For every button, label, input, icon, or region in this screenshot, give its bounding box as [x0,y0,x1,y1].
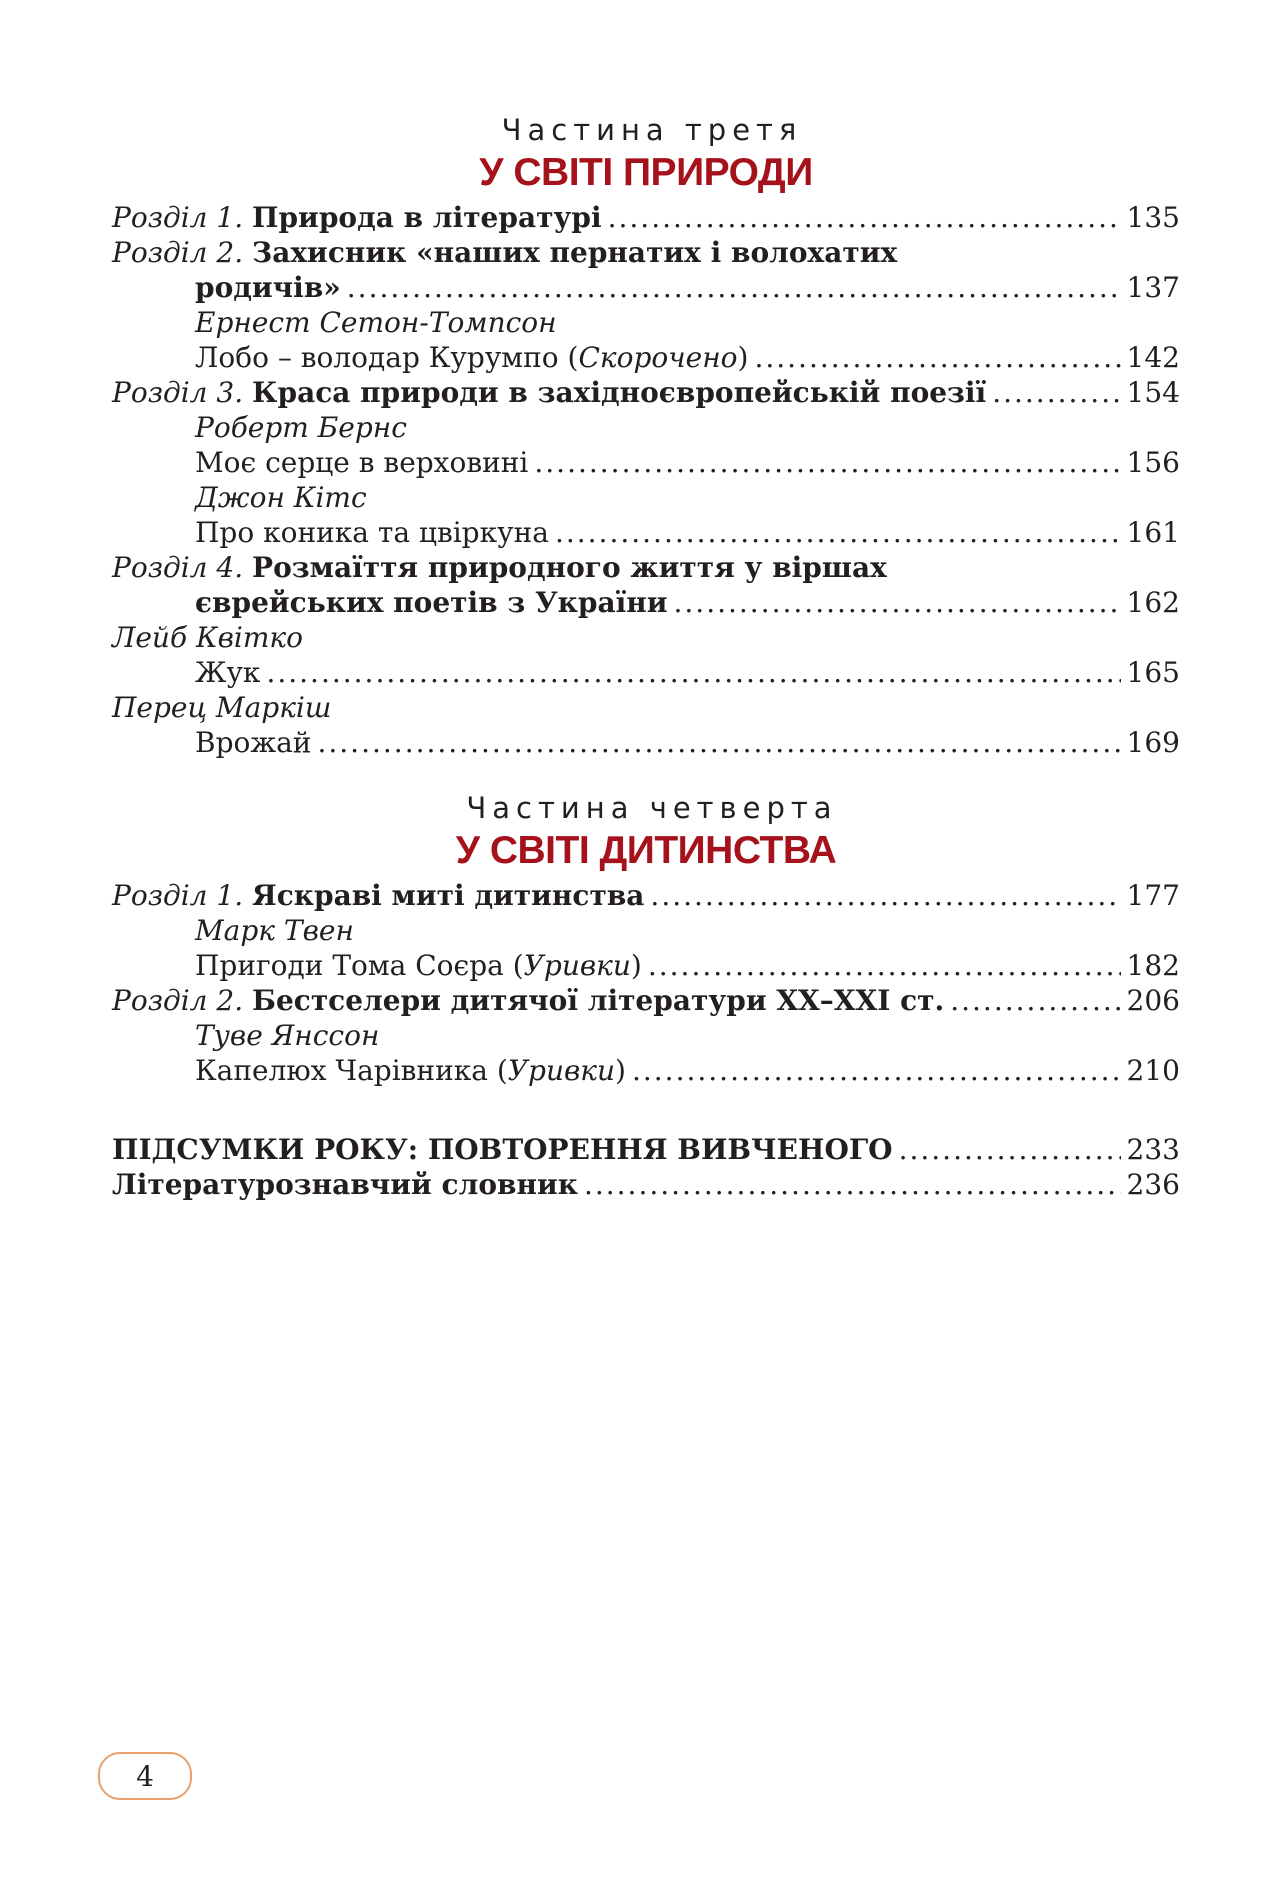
chapter-title: Природа в літературі [252,201,602,234]
leader-dots [650,878,1120,913]
toc-entry[interactable] [112,235,1180,270]
leader-dots [648,948,1121,983]
page-ref: 135 [1126,201,1180,234]
page-ref: 137 [1126,271,1180,304]
page-ref: 236 [1126,1168,1180,1201]
leader-dots [347,270,1121,305]
toc-entry[interactable]: Лобо – володар Курумпо (Скорочено) ..... 142 [112,340,1180,375]
toc-entry[interactable] [112,375,1180,410]
toc-list [112,200,1180,760]
chapter-prefix: Розділ 4. [112,551,244,584]
chapter-title: Бестселери дитячої літератури XX–XXI ст. [252,984,945,1017]
work-title: Врожай [195,726,312,759]
leader-dots [674,585,1121,620]
work-title: Моє серце в верховині [195,446,529,479]
author-name: Роберт Бернс [195,411,407,444]
work-title: Про коника та цвіркуна [195,516,549,549]
toc-entry[interactable] [112,983,1180,1018]
page-ref: 142 [1126,341,1180,374]
leader-dots [555,515,1121,550]
chapter-title: Розмаїття природного життя у віршах [252,551,887,584]
page-ref: 233 [1126,1133,1180,1166]
work-note: Уривки [507,1054,616,1087]
page-ref: 156 [1126,446,1180,479]
chapter-prefix: Розділ 1. [112,879,244,912]
chapter-prefix: Розділ 1. [112,201,244,234]
leader-dots [992,375,1120,410]
author-name: Туве Янссон [195,1019,380,1052]
work-title: Лобо – володар Курумпо ( [195,341,579,374]
part-title: У СВІТІ ДИТИНСТВА [455,829,837,872]
page-number-badge [98,1752,192,1800]
part-title: У СВІТІ ПРИРОДИ [479,151,813,194]
page-ref: 182 [1126,949,1180,982]
leader-dots [632,1053,1121,1088]
page-ref: 154 [1126,376,1180,409]
chapter-title-cont: єврейських поетів з України [195,586,668,619]
part-label: Частина четверта [466,791,838,825]
work-note: Уривки [523,949,631,982]
chapter-title: Захисник «наших пернатих і волохатих [252,236,898,269]
leader-dots [584,1167,1121,1202]
chapter-title: Яскраві миті дитинства [252,879,645,912]
author-name: Перец Маркіш [112,691,332,724]
page-ref: 210 [1126,1054,1180,1087]
table-of-contents [112,112,1180,1202]
toc-list [112,878,1180,1088]
page-ref: 161 [1126,516,1180,549]
author-name: Джон Кітс [195,481,367,514]
work-title: Пригоди Тома Соєра ( [195,949,524,982]
leader-dots [534,445,1120,480]
leader-dots [754,340,1120,375]
leader-dots [266,655,1120,690]
leader-dots [950,983,1120,1018]
work-note: Скорочено [578,341,738,374]
toc-final [112,1132,1180,1202]
leader-dots [899,1132,1121,1167]
toc-entry-continuation[interactable] [112,585,1180,620]
work-title: Капелюх Чарівника ( [195,1054,508,1087]
glossary-title: Літературознавчий словник [112,1168,578,1201]
page-ref: 165 [1126,656,1180,689]
author-name: Ернест Сетон-Томпсон [195,306,557,339]
chapter-prefix: Розділ 3. [112,376,244,409]
toc-entry-continuation[interactable] [112,270,1180,305]
toc-entry[interactable] [112,878,1180,913]
part-label: Частина третя [501,113,803,147]
toc-entry[interactable] [112,655,1180,690]
toc-entry-glossary[interactable] [112,1167,1180,1202]
leader-dots [608,200,1121,235]
author-name: Марк Твен [195,914,354,947]
summary-title: ПІДСУМКИ РОКУ: ПОВТОРЕННЯ ВИВЧЕНОГО [112,1133,893,1166]
page-ref: 162 [1126,586,1180,619]
toc-entry[interactable] [112,550,1180,585]
chapter-title: Краса природи в західноєвропейській поезії [252,376,987,409]
leader-dots [317,725,1120,760]
work-title: Жук [195,656,261,689]
chapter-title-cont: родичів» [195,271,341,304]
toc-entry[interactable] [112,725,1180,760]
chapter-prefix: Розділ 2. [112,984,244,1017]
chapter-prefix: Розділ 2. [112,236,244,269]
page-ref: 177 [1126,879,1180,912]
toc-entry[interactable]: Капелюх Чарівника (Уривки) ..... 210 [112,1053,1180,1088]
toc-entry[interactable] [112,200,1180,235]
toc-entry-summary[interactable] [112,1132,1180,1167]
toc-entry[interactable] [112,445,1180,480]
page-ref: 169 [1126,726,1180,759]
page-ref: 206 [1126,984,1180,1017]
author-name: Лейб Квітко [112,621,304,654]
toc-entry[interactable]: Пригоди Тома Соєра (Уривки) ..... 182 [112,948,1180,983]
toc-entry[interactable] [112,515,1180,550]
page-number: 4 [136,1759,154,1793]
